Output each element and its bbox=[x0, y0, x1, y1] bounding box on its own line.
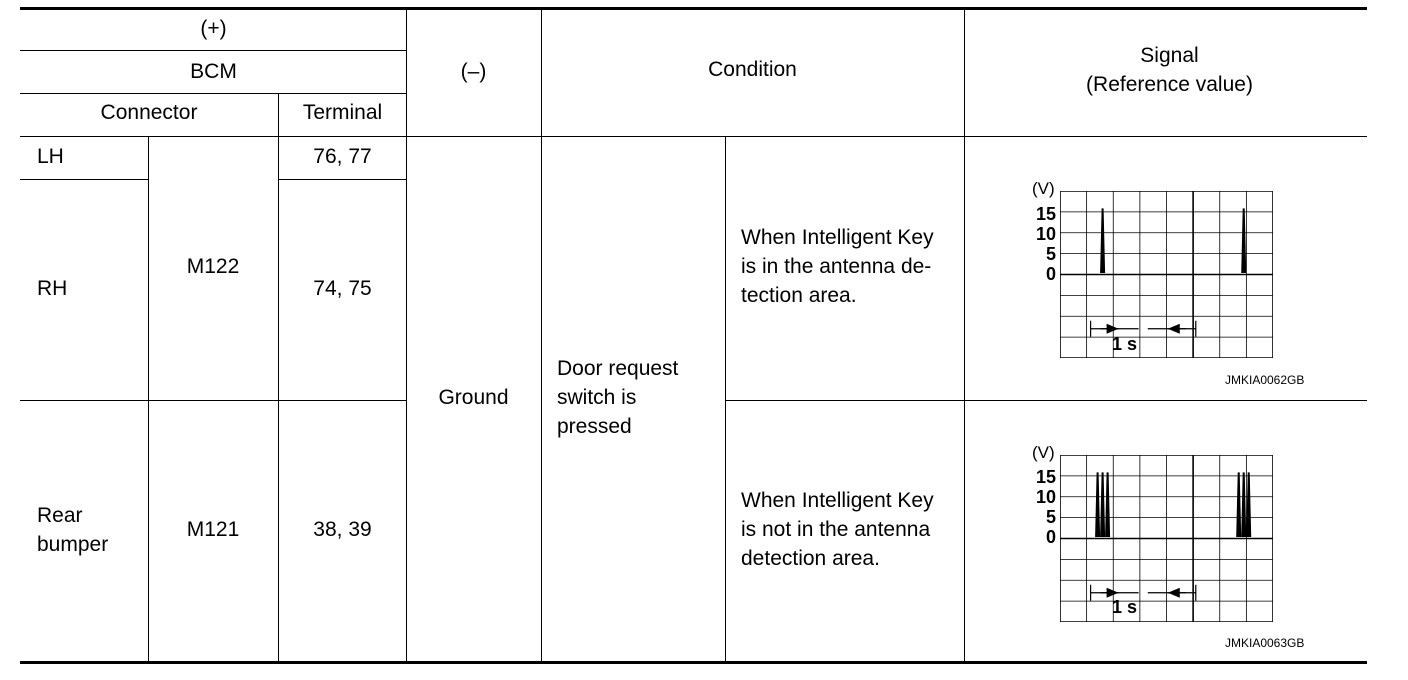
waveform-pulse bbox=[1242, 209, 1246, 273]
scope1-tick-15: 15 bbox=[1035, 204, 1056, 224]
cond1-line1: When Intelligent Key bbox=[741, 226, 934, 249]
scope2-unit: (V) bbox=[1032, 443, 1055, 462]
scope2-figure-id: JMKIA0063GB bbox=[1225, 636, 1305, 650]
scope1-figure-id: JMKIA0062GB bbox=[1225, 373, 1305, 387]
rh-row-rule-left bbox=[20, 400, 407, 401]
scope1-tick-10: 10 bbox=[1035, 224, 1056, 244]
door-request-line1: Door request bbox=[557, 357, 679, 380]
lh-row-rule bbox=[20, 179, 149, 180]
door-request-line3: pressed bbox=[557, 415, 632, 438]
scope1-tick-0: 0 bbox=[1045, 264, 1056, 284]
header-bottom-rule bbox=[20, 136, 1367, 137]
ground-label: Ground bbox=[438, 386, 509, 409]
rear-label-line2: bumper bbox=[37, 533, 109, 556]
waveform-pulse bbox=[1096, 473, 1100, 537]
signal-header: Signal bbox=[1140, 44, 1199, 67]
lh-terminal: 76, 77 bbox=[313, 145, 372, 168]
scope2-time-label: 1 s bbox=[1112, 597, 1138, 617]
waveform-pulse bbox=[1106, 473, 1110, 537]
door-request-line2: switch is bbox=[557, 386, 637, 409]
scope1-time-label: 1 s bbox=[1112, 334, 1138, 354]
col-div-connector bbox=[148, 137, 149, 662]
rh-label: RH bbox=[37, 277, 68, 300]
rh-terminal: 74, 75 bbox=[313, 277, 372, 300]
waveform-pulse bbox=[1242, 473, 1246, 537]
condition-header: Condition bbox=[708, 58, 797, 81]
cond1-line3: tection area. bbox=[741, 284, 857, 307]
waveform-pulse bbox=[1247, 473, 1251, 537]
waveform-pulse bbox=[1101, 473, 1105, 537]
table-top-rule bbox=[20, 7, 1367, 10]
cond2-line2: is not in the antenna bbox=[741, 518, 931, 541]
plus-header: (+) bbox=[200, 17, 227, 40]
waveform-pulse bbox=[1237, 473, 1241, 537]
col-div-terminal bbox=[278, 94, 279, 662]
cond1-line2: is in the antenna de- bbox=[741, 255, 932, 278]
rear-terminal: 38, 39 bbox=[313, 518, 372, 541]
lh-terminal-rule bbox=[278, 179, 407, 180]
scope2-tick-5: 5 bbox=[1045, 507, 1056, 527]
rear-label-line1: Rear bbox=[37, 504, 83, 527]
m121-connector: M121 bbox=[186, 518, 240, 541]
table-bottom-rule bbox=[20, 661, 1367, 664]
bcm-header: BCM bbox=[190, 60, 237, 83]
signal-header-sub: (Reference value) bbox=[1086, 73, 1253, 96]
col-div-condition-sub bbox=[725, 137, 726, 662]
scope2-waveform bbox=[1060, 455, 1273, 622]
header-rule-2 bbox=[20, 93, 407, 94]
minus-header: (–) bbox=[460, 60, 487, 83]
col-div-signal bbox=[964, 9, 965, 662]
lh-label: LH bbox=[37, 145, 64, 168]
scope2-tick-0: 0 bbox=[1045, 527, 1056, 547]
cond2-line3: detection area. bbox=[741, 547, 880, 570]
cond2-line1: When Intelligent Key bbox=[741, 489, 934, 512]
header-rule-1 bbox=[20, 50, 407, 51]
m122-connector: M122 bbox=[186, 255, 240, 278]
connector-header: Connector bbox=[100, 101, 198, 124]
scope1-unit: (V) bbox=[1032, 179, 1055, 198]
scope2-tick-15: 15 bbox=[1035, 467, 1056, 487]
scope2-tick-10: 10 bbox=[1035, 487, 1056, 507]
col-div-condition bbox=[541, 9, 542, 662]
terminal-header: Terminal bbox=[302, 101, 383, 124]
waveform-pulse bbox=[1101, 209, 1105, 273]
scope1-waveform bbox=[1060, 191, 1273, 358]
rh-row-rule-right bbox=[725, 400, 1367, 401]
scope1-tick-5: 5 bbox=[1045, 244, 1056, 264]
